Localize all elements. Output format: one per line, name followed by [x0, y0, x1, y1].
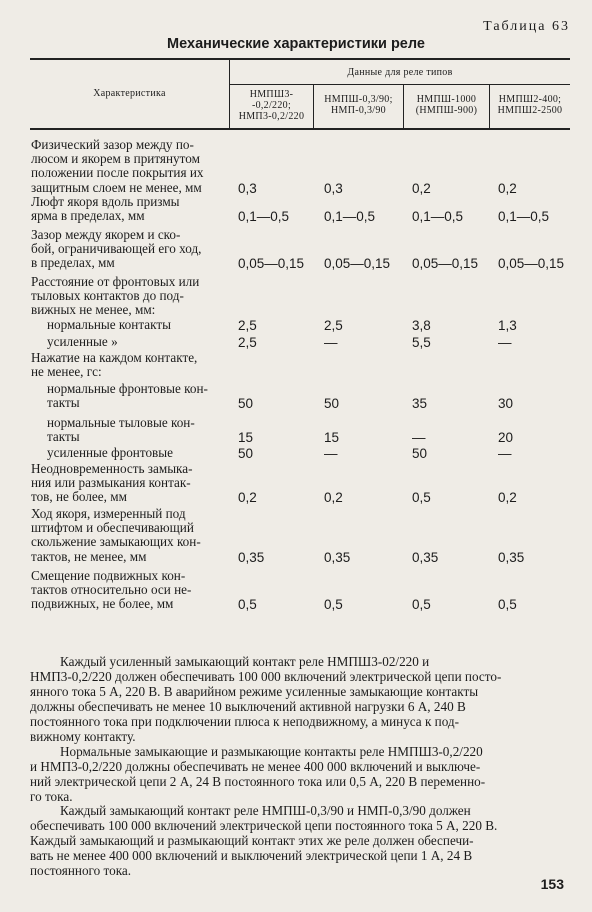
row-label-line: нормальные контакты: [47, 317, 171, 332]
row-value: 0,35: [324, 549, 351, 565]
paragraph-line: Каждый усиленный замыкающий контакт реле НМПШ3-02/220 и: [60, 654, 430, 669]
paragraph-2: [30, 744, 572, 804]
row-value: 35: [412, 396, 428, 412]
row-label-line: скольжение замыкающих кон-: [31, 534, 201, 550]
row-value: 20: [498, 430, 514, 446]
header-col3: НМПШ-1000 (НМПШ-900): [415, 94, 478, 116]
row-value: 0,1—0,5: [498, 209, 550, 225]
row-value: —: [324, 446, 338, 461]
row-value: —: [324, 335, 338, 350]
row-value: —: [498, 335, 512, 350]
row-value: 0,2: [324, 490, 343, 506]
row-label-line: Люфт якоря вдоль призмы: [31, 194, 180, 209]
paragraph-line: вать не менее 400 000 включений и выключений электрической цепи 1 А, 24 В: [30, 848, 473, 863]
row-value: 2,5: [324, 318, 343, 333]
page-number: 153: [540, 876, 564, 892]
row-value: 0,1—0,5: [412, 209, 464, 225]
row-value: 50: [324, 396, 340, 412]
row-label-line: Нажатие на каждом контакте,: [31, 350, 198, 365]
paragraph-1: [30, 654, 572, 744]
table-header-group-rule: [230, 84, 570, 85]
row-value: 15: [324, 430, 340, 446]
row-label-line: усиленные »: [47, 334, 118, 349]
row-value: 50: [238, 396, 254, 412]
row-value: 0,5: [412, 597, 431, 613]
row-label-line: Ход якоря, измеренный под: [31, 506, 186, 521]
row-label-line: в пределах, мм: [31, 255, 115, 271]
row-value: 0,35: [238, 549, 265, 565]
paragraph-3: [30, 803, 572, 878]
row-label-line: усиленные фронтовые: [47, 445, 173, 460]
paragraph-line: НМП3-0,2/220 должен обеспечивать 100 000 включений электрической цепи посто-: [30, 669, 502, 684]
row-label-line: подвижных, не более, мм: [31, 596, 174, 612]
row-label-line: бой, ограничивающей его ход,: [31, 241, 202, 257]
row-label-line: нормальные фронтовые кон-: [47, 381, 208, 396]
row-label-line: не менее, гс:: [31, 364, 102, 380]
row-label-line: такты: [47, 429, 80, 445]
row-value: 0,05—0,15: [324, 256, 391, 272]
table-title: Механические характеристики реле: [167, 36, 425, 52]
row-value: 0,2: [498, 180, 517, 196]
paragraph-line: го тока.: [30, 789, 73, 804]
row-value: 0,35: [412, 549, 439, 565]
row-value: 0,5: [498, 597, 517, 613]
row-value: 0,05—0,15: [498, 256, 565, 272]
table-top-rule: [30, 58, 570, 60]
row-value: 0,35: [498, 549, 525, 565]
header-characteristic: Характеристика: [93, 88, 166, 99]
row-value: —: [412, 430, 426, 446]
paragraph-line: постоянного тока при подключении плюса к неподвижному, а минуса к под-: [30, 714, 460, 729]
row-value: 0,2: [412, 180, 431, 196]
row-label-line: тактов относительно оси не-: [31, 582, 192, 598]
row-label-line: Зазор между якорем и ско-: [31, 227, 181, 242]
row-label-line: ния или размыкания контак-: [31, 475, 191, 491]
paragraph-line: постоянного тока.: [30, 863, 132, 878]
header-col2: НМПШ-0,3/90; НМП-0,3/90: [324, 94, 393, 116]
row-value: 50: [238, 446, 254, 461]
paragraph-line: обеспечивать 100 000 включений электрической цепи постоянного тока 5 А, 220 В.: [30, 818, 498, 833]
row-value: 2,5: [238, 335, 257, 350]
row-value: 0,1—0,5: [324, 209, 376, 225]
row-label-line: защитным слоем не менее, мм: [31, 179, 202, 195]
row-label-line: такты: [47, 395, 80, 411]
row-value: 0,05—0,15: [412, 256, 479, 272]
row-label-line: штифтом и обеспечивающий: [31, 520, 194, 536]
row-value: 15: [238, 430, 254, 446]
header-data-group: Данные для реле типов: [347, 67, 453, 78]
row-value: —: [498, 446, 512, 461]
row-value: 0,3: [238, 180, 257, 196]
row-label-line: тов, не более, мм: [31, 489, 127, 505]
row-label-line: положении после покрытия их: [31, 165, 204, 181]
row-value: 0,2: [238, 490, 257, 506]
row-value: 2,5: [238, 318, 257, 333]
row-value: 5,5: [412, 335, 431, 350]
row-value: 0,5: [412, 490, 431, 506]
table-number-label: Таблица 63: [483, 19, 570, 34]
paragraph-line: ний электрической цепи 2 А, 24 В постоянного тока или 0,5 А, 220 В переменно-: [30, 774, 486, 789]
row-label-line: Физический зазор между по-: [31, 137, 194, 152]
row-value: 1,3: [498, 318, 517, 333]
paragraph-line: должны обеспечивать не менее 10 выключений активной нагрузки 6 А, 240 В: [30, 699, 466, 714]
paragraph-line: Каждый замыкающий и размыкающий контакт этих же реле должен обеспечи-: [30, 833, 474, 848]
paragraph-line: янного тока 5 А, 220 В. В аварийном режиме усиленные замыкающие контакты: [30, 684, 479, 699]
row-label-line: вижных не менее, мм:: [31, 302, 156, 318]
table-header-bottom-rule: [30, 128, 570, 130]
row-value: 30: [498, 396, 514, 412]
row-value: 0,5: [324, 597, 343, 613]
header-col1: НМПШ3- -0,2/220; НМП3-0,2/220: [238, 89, 305, 122]
row-label-line: Смещение подвижных кон-: [31, 568, 186, 583]
paragraph-line: Каждый замыкающий контакт реле НМПШ-0,3/90 и НМП-0,3/90 должен: [60, 803, 471, 818]
row-label-line: люсом и якорем в притянутом: [31, 151, 200, 167]
row-value: 50: [412, 446, 428, 461]
row-value: 0,3: [324, 180, 343, 196]
row-value: 0,1—0,5: [238, 209, 290, 225]
row-label-line: ярма в пределах, мм: [31, 208, 145, 224]
row-value: 0,2: [498, 490, 517, 506]
paragraph-line: вижному контакту.: [30, 729, 136, 744]
row-value: 0,5: [238, 597, 257, 613]
row-value: 0,05—0,15: [238, 256, 305, 272]
header-col4: НМПШ2-400; НМПШ2-2500: [497, 94, 563, 116]
row-label-line: Расстояние от фронтовых или: [31, 274, 200, 289]
row-label-line: тыловых контактов до под-: [31, 288, 184, 304]
paragraph-line: и НМП3-0,2/220 должны обеспечивать не менее 400 000 включений и выключе-: [30, 759, 481, 774]
paragraph-line: Нормальные замыкающие и размыкающие контакты реле НМПШ3-0,2/220: [60, 744, 483, 759]
row-label-line: тактов, не менее, мм: [31, 548, 147, 564]
row-label-line: нормальные тыловые кон-: [47, 415, 195, 430]
row-value: 3,8: [412, 318, 431, 333]
row-label-line: Неодновременность замыка-: [31, 461, 193, 476]
